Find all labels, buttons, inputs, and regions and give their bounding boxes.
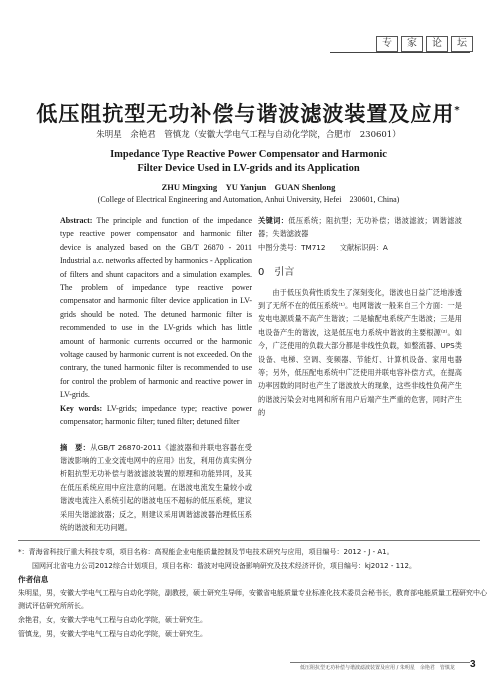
abstract-zh-label: 摘 要： [60, 442, 91, 452]
footnote-funding-2: 国网河北省电力公司2012综合计划项目，项目名称：谐波对电网设备影响研究及技术经济评价，项目编号：kj2012 - 112。 [32, 561, 416, 570]
authors-en: ZHU Mingxing YU Yanjun GUAN Shenlong [161, 182, 336, 192]
title-footnote-mark: * [454, 105, 461, 116]
abstract-text: The principle and function of the impedance type reactive power compensator and harmonic filter device is analyzed based on the GB/T 26870 - 2011 Industrial a.c. networks affected by harmonics - Application of filters and shunt capacitors and a simulation examples. The problem of impedance type reactive power compensator and harmonic filter device application in LV-grids should be noted. The detuned harmonic filter is recommended to use in the LV-grids which has little amount of harmonic currents occurred or the harmonic voltage caused by harmonic current is not exceeded. On the contrary, the tuned harmonic filter is recommended to use for control the problem of harmonic and reactive power in LV-grids. [60, 216, 253, 400]
column-tag-char: 论 [426, 36, 448, 52]
left-column [60, 214, 252, 534]
author-info-heading: 作者信息 [18, 575, 49, 585]
keywords-zh-label: 关键词： [258, 216, 289, 225]
column-tag-char: 专 [376, 36, 398, 52]
keywords-zh [258, 214, 462, 241]
abstract-zh [60, 441, 252, 535]
paper-title-en [40, 148, 457, 176]
header-rule [330, 52, 470, 53]
footnotes [18, 546, 488, 641]
keywords-en [60, 402, 252, 429]
title-en-line-2: Filter Device Used in LV-grids and its Application [137, 163, 360, 174]
authors-zh: 朱明星 余艳君 管慎龙（安徽大学电气工程与自动化学院，合肥市 230601） [96, 130, 401, 140]
affiliation-en: (College of Electrical Engineering and Automation, Anhui University, Hefei 230601, China) [97, 195, 400, 204]
paper-title-zh [0, 98, 497, 128]
footnote-funding-1: *：青海省科技厅重大科技专项，项目名称：高视能企业电能质量控制及节电技术研究与应用，项目编号：2012 - J - A1。 [18, 548, 394, 556]
footnote-divider [18, 540, 480, 541]
right-column [258, 214, 462, 420]
column-tag-char: 坛 [451, 36, 473, 52]
author-info-1: 朱明星，男，安徽大学电气工程与自动化学院，副教授，硕士研究生导师，安徽省电能质量专业标准化技术委员会秘书长，教育部电能质量工程研究中心测试评估研究所所长。 [18, 588, 487, 611]
keywords-text: LV-grids; impedance type; reactive power compensator; harmonic filter; tuned filter; detuned filter [60, 403, 253, 427]
column-tag [376, 36, 473, 52]
abstract-en [60, 214, 252, 402]
author-info-2: 余艳君，女，安徽大学电气工程与自动化学院，硕士研究生。 [18, 615, 207, 624]
abstract-zh-text: 从GB/T 26870-2011《滤波器和并联电容器在受谐波影响的工业交流电网中的应用》出发，利用仿真实例分析阻抗型无功补偿与谐波滤波装置的原理和功能异同，及其在低压系统应用中应注意的问题。在谐波电流发生量较小或谐波电流注入系统引起的谐波电压不超标的低压系统，建议采用失谐滤波器；反之，则建议采用调谐滤波器治理低压系统的谐波和无功问题。 [60, 442, 252, 532]
abstract-label: Abstract: [60, 216, 93, 225]
classification: 中图分类号：TM712 文献标识码：A [258, 242, 388, 252]
footer-rule [290, 662, 470, 663]
page-number: 3 [470, 659, 476, 670]
keywords-label: Key words: [60, 403, 103, 413]
title-zh-text: 低压阻抗型无功补偿与谐波滤波装置及应用 [36, 102, 455, 126]
keywords-zh-text: 低压系统；阻抗型；无功补偿；谐波滤波；调谐滤波器；失谐滤波器 [258, 216, 462, 239]
column-tag-char: 家 [401, 36, 423, 52]
author-info-3: 管慎龙，男，安徽大学电气工程与自动化学院，硕士研究生。 [18, 629, 207, 638]
running-footer: 低压阻抗型无功补偿与谐波滤波装置及应用 / 朱明星 余艳君 管慎龙 [300, 665, 455, 671]
title-en-line-1: Impedance Type Reactive Power Compensator and Harmonic [110, 149, 387, 160]
intro-paragraph: 由于低压负荷性质发生了深刻变化，谐波也日益广泛地渗透到了无所不在的低压系统⁽¹⁾。电网谐波一般来自三个方面：一是发电电源质量不高产生谐波；二是输配电系统产生谐波；三是用电设备产生的谐波，这是低压电力系统中谐波的主要根源⁽²⁾。如今，广泛使用的负载大部分都是非线性负载，如整流器、UPS类设备、电梯、空调、变频器、节能灯、计算机设备、家用电器等；另外，低压配电系统中广泛使用并联电容补偿方式，在提高功率因数的同时也产生了谐波放大的现象，这些非线性负荷产生的谐波污染会对电网和所有用户后端产生严重的危害，同时产生的 [258, 287, 462, 418]
section-heading-intro: 0 引言 [258, 267, 295, 279]
